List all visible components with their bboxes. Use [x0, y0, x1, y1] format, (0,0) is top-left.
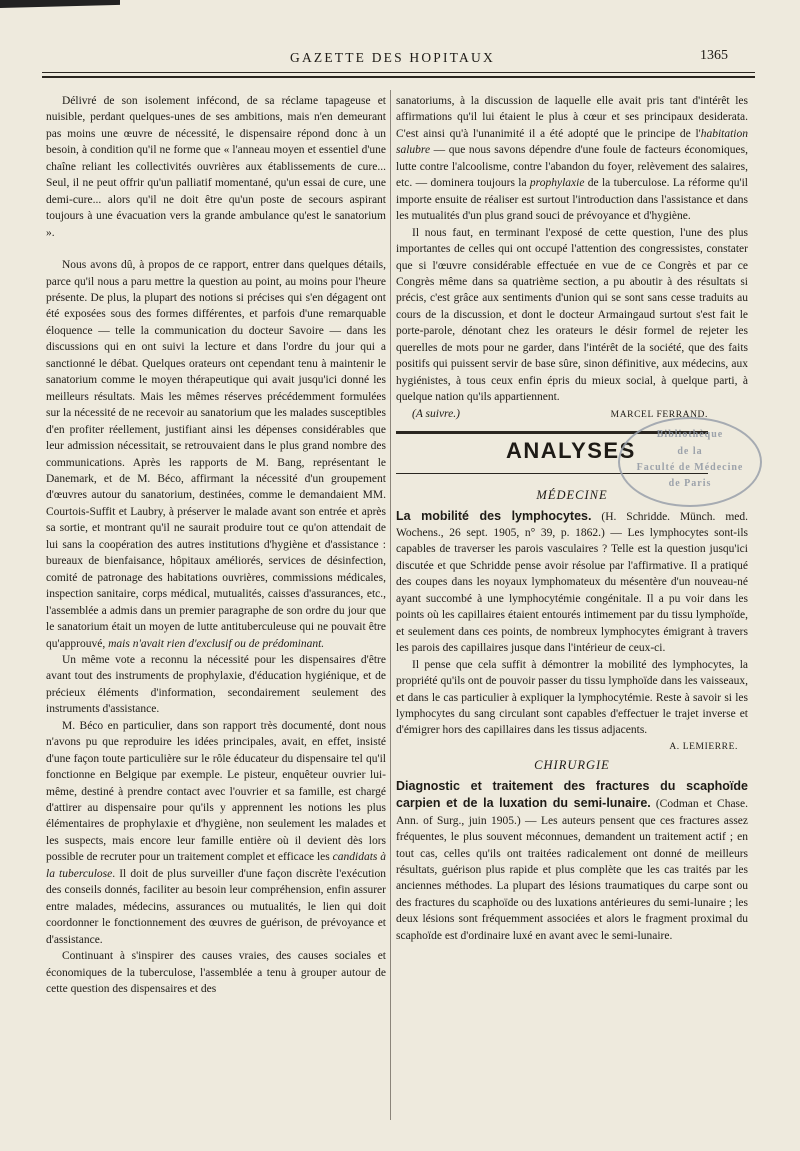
italic-phrase: candidats à la tuberculose — [46, 851, 386, 880]
column-divider — [390, 90, 391, 1120]
paragraph: Il nous faut, en terminant l'exposé de cette question, l'une des plus importantes de celles qui ont occupé l'attention des congressistes, constater que si l'œuvre considérable effectuée en vue de ce Congrès et par ce Congrès même dans sa quatrième section, a pu aboutir à des résultats si précis, c'est grâce aux sentiments d'union qui se sont sans cesse traduits au cours de la discussion, et dont le docteur Armaingaud surtout s'est fait le porte-parole, dénotant chez les orateurs le désir formel de rejeter les querelles de mots pour ne garder, dans l'intérêt de la société, que des faits positifs qui puissent servir de base sûre, sinon définitive, aux médecins, aux hygiénistes, à tous ceux enfin épris du mieux social, à quelque parti, à quelque nation qu'ils appartiennent. — [396, 226, 748, 404]
stamp-line: Bibliothèque — [656, 429, 724, 441]
paragraph-text: — que nous savons dépendre d'une foule de facteurs économiques, lutte contre l'alcoolisme, contre l'abandon du foyer, relèvement des salaires, etc. — dominera toujours la — [396, 144, 748, 190]
italic-phrase: mais n'avait rien d'exclusif ou de prédominant. — [108, 637, 325, 650]
header-rule-double — [42, 76, 755, 78]
paragraph-text: . Il doit de plus surveiller d'une façon discrète l'exécution des conseils donnés, faciliter au besoin leur compréhension, enfin assurer entre malades, médecins, assurances ou mutualités, le lien qui doit coordonner le fonctionnement des œuvres de guérison, de prévoyance et d'assistance. — [46, 867, 387, 946]
paragraph: Un même vote a reconnu la nécessité pour les dispensaires d'être avant tout des instruments de prophylaxie, d'éducation hygiénique, et de précieux éléments d'information, secondairement seulement des instruments d'assistance. — [46, 653, 386, 716]
article-reference: (Codman et Chase. Ann. of Surg., juin 1905.) — — [396, 798, 749, 827]
page-number: 1365 — [700, 48, 728, 63]
library-stamp — [618, 417, 762, 507]
stamp-line: de Paris — [668, 478, 712, 490]
article-title: La mobilité des lymphocytes. — [396, 508, 592, 523]
article — [396, 508, 748, 657]
subsection-heading: CHIRURGIE — [534, 758, 610, 773]
paragraph — [46, 257, 386, 652]
paragraph-text: M. Béco en particulier, dans son rapport très documenté, dont nous n'avons pu que reproduire les idées principales, avait, en effet, insisté d'une façon toute particulière sur le rôle éducateur du dispensaire tel qu'il fonctionne en Belgique par exemple. Le pisteur, enquêteur ouvrier lui-même, destiné à prendre contact avec l'ouvrier et sa famille, est chargé d'attirer au dispensaire pour qu'ils y apprennent les notions les plus élémentaires de prophylaxie et d'hygiène, non seulement les malades et les suspects, mais encore leur famille entière où il devient dès lors possible de recruter pour un traitement complet et efficace les — [46, 719, 386, 864]
paragraph: Délivré de son isolement infécond, de sa réclame tapageuse et nuisible, perdant quelques-unes de ses ambitions, mais n'en demeurant pas moins une œuvre de nécessité, le dispensaire répond donc à un besoin, à condition qu'il ne forme que « l'anneau moyen et essentiel d'une chaîne reliant les collectivités ouvrières aux établissements de cure... Seul, il ne peut offrir qu'un palliatif momentané, qu'un essai de cure, une demi-cure... alors qu'il ne doit être qu'un poste de secours aspirant toujours à une évacuation vers la grande ambulance qu'est le sanatorium ». — [46, 95, 386, 239]
article-text: Les auteurs pensent que ces fractures assez fréquentes, le plus souvent méconnues, demandent un traitement actif ; en tout cas, celles qu'ils ont traitées radicalement ont donné de meilleurs résultats, guérison plus rapide et plus complète que les cas traités par les anciennes méthodes. La plupart des lésions traumatiques du carpe sont ou des fractures du scaphoïde ou des luxations antérieures du semi-lunaire ; les deux lésions sont fréquemment associées et alors le fragment proximal du scaphoïde est d'ordinaire luxé en avant avec le semi-lunaire. — [396, 814, 748, 942]
paragraph — [396, 93, 748, 225]
article-title: Diagnostic et traitement des fractures du scaphoïde carpien et de la luxation du semi-lunaire. — [396, 778, 748, 811]
stamp-line: de la — [677, 445, 703, 457]
paragraph-text: sanatoriums, à la discussion de laquelle elle avait pris tant d'intérêt les affirmations qu'il lui étaient le plus à cœur et ses principaux desiderata. C'est ainsi qu'à l'unanimité il a été adopté que le principe de l' — [396, 95, 748, 140]
paragraph-text: de la tuberculose. La réforme qu'il importe ensuite de réaliser est surtout l'introduction dans l'assistance et dans les mutualités d'un plus grand souci de prévoyance et d'hygiène. — [396, 177, 749, 223]
paragraph: Continuant à s'inspirer des causes vraies, des causes sociales et économiques de la tuberculose, l'assemblée a tenu à grouper autour de cette question des dispensaires et des — [46, 950, 386, 996]
paragraph: Il pense que cela suffit à démontrer la mobilité des lymphocytes, la propriété qu'ils ont de pouvoir passer du tissu lymphoïde dans les vaisseaux, et dans le cas particulier à expliquer la lymphocytémie. Reste à savoir si les lymphocytes du sang circulant sont capables d'effectuer le trajet inverse et d'émigrer hors des capillaires dans les tissus adjacents. — [396, 658, 748, 737]
section-heading — [396, 429, 748, 490]
paragraph-text: Nous avons dû, à propos de ce rapport, entrer dans quelques détails, parce qu'il nous a paru mettre la question au point, au moins pour l'heure présente. De plus, la plupart des notions si précises qui s'en dégagent ont été exposées sous des formes différentes, et parfois d'une remarquable éloquence — telle la communication du docteur Savoire — dans les discussions qui en ont suivi la lecture et dans l'ordre du jour qui a sanctionné le débat. Quelques orateurs ont cependant tenu à maintenir le sanatorium comme le moyen thérapeutique qui avait jusqu'ici donné les meilleurs résultats. Mais les mêmes réserves précédemment formulées sur la nécessité de ne recevoir au sanatorium que les malades susceptibles d'en profiter réellement, justifiant ainsi les dépenses considérables que leur admission nécessitait, se retrouvaient dans le plus grand nombre des communications. Après les rapports de M. Bang, représentant le Danemark, et de M. Béco, affirmant la nécessité d'un groupement d'œuvres autour du sanatorium, destinées, comme le demandaient MM. Courtois-Suffit et Laubry, à préserver le malade avant son entrée et après sa sortie, et montrant qu'il ne saurait produire tout ce qu'on attendait de lui sans la coopération des autres institutions d'hygiène et d'assistance : bureaux de bienfaisance, hôpitaux améliorés, services de désinfection, comité de patronage des habitations ouvrières, commissions médicales, inspection sanitaire, corps médical, mutualités, caisses d'assurances, etc., l'assemblée a admis dans un premier paragraphe de son ordre du jour que le sanatorium était un moyen de lutte antituberculeuse qui ne pouvait être qu'approuvé, — [46, 259, 386, 650]
to-follow: (A suivre.) — [412, 407, 460, 420]
article-text: Les lymphocytes sont-ils capables de traverser les parois vasculaires ? Telle est la question jusqu'ici discutée et que Schridde pense avoir résolue par l'affirmative. Il a pratiqué des coupes dans les noyaux lymphomateux du mésentère d'un nouveau-né ayant succombé à une lymphocytémie congénitale. Il a pu voir dans les points où les capillaires étaient entourés intimement par du tissu lymphoïde, et seulement dans ces points, de nombreux lymphocytes émigrant à travers les parois des capillaires jusque dans l'intérieur de ceux-ci. — [396, 526, 748, 655]
stamp-line: Faculté de Médecine — [636, 461, 744, 473]
left-column — [46, 93, 386, 997]
italic-phrase: habitation salubre — [396, 127, 748, 157]
author-signature: A. LEMIERRE. — [669, 741, 738, 752]
right-column — [396, 93, 748, 944]
header-rule — [42, 72, 755, 73]
italic-phrase: prophylaxie — [529, 177, 585, 190]
paragraph — [46, 718, 386, 948]
article — [396, 778, 748, 945]
running-head — [0, 50, 800, 68]
ink-mark — [0, 0, 120, 8]
section-title: ANALYSES — [506, 438, 636, 464]
journal-title: GAZETTE DES HOPITAUX — [290, 50, 495, 65]
subsection-heading: MÉDECINE — [536, 488, 608, 503]
author-signature: MARCEL FERRAND. — [610, 409, 708, 420]
article-reference: (H. Schridde. Münch. med. Wochens., 26 sept. 1905, n° 39, p. 1862.) — — [396, 510, 748, 539]
